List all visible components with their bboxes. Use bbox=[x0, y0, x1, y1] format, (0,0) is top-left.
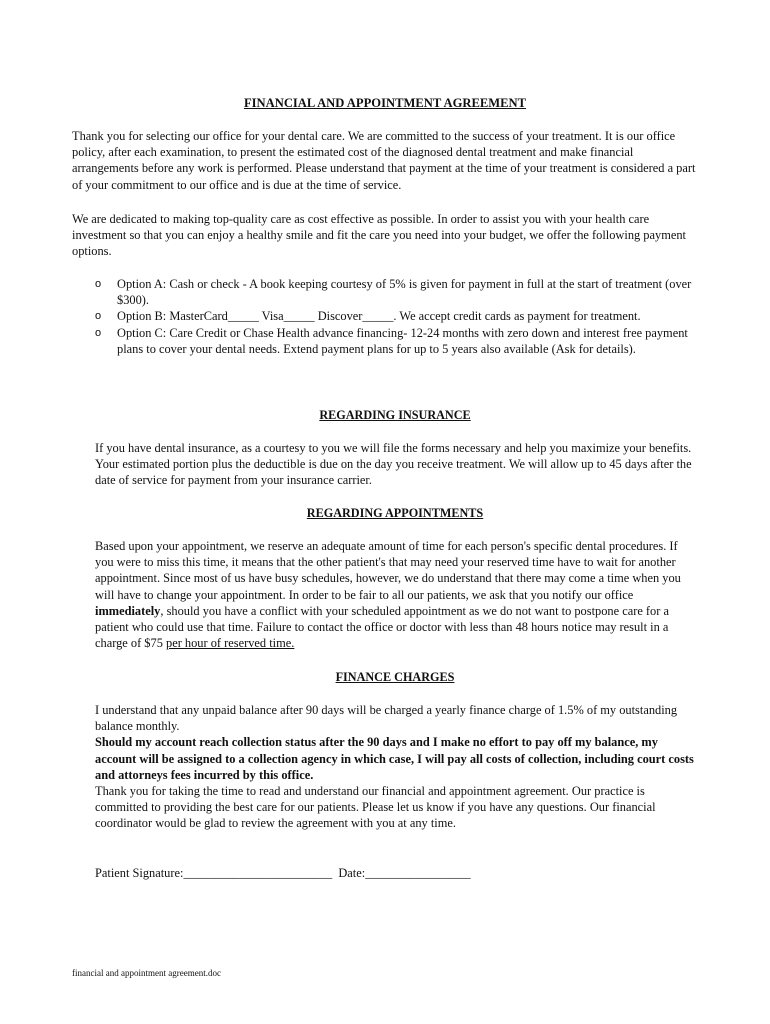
signature-line bbox=[95, 865, 471, 881]
appointments-paragraph bbox=[95, 538, 695, 651]
payment-option-b bbox=[92, 308, 692, 324]
payment-option-c bbox=[92, 325, 692, 357]
document-title: FINANCIAL AND APPOINTMENT AGREEMENT bbox=[243, 96, 527, 110]
insurance-heading: REGARDING INSURANCE bbox=[319, 408, 471, 422]
insurance-paragraph: If you have dental insurance, as a courtesy to you we will file the forms necessary and help you maximize your benefits. Your estimated portion plus the deductible is due on the day you receive treatment. We will allow up to 45 days after the date of service for payment from your insurance carrier. bbox=[95, 441, 692, 488]
payment-option-text: Option A: Cash or check - A book keeping courtesy of 5% is given for payment in full at the start of treatment (over $300). bbox=[117, 277, 692, 308]
patient-signature-field[interactable]: ________________________ bbox=[183, 866, 333, 880]
appointments-text-continued: , should you have a conflict with your scheduled appointment as we do not want to postpone care for a patient who could use that time. Failure to contact the office or doctor with less than 48 hours notice may result in a charge of $75 bbox=[95, 603, 669, 651]
collection-warning-paragraph: Should my account reach collection status after the 90 days and I make no effort to pay off my balance, my account will be assigned to a collection agency in which case, I will pay all costs of collection, including court costs and attorneys fees incurred by this office. bbox=[95, 735, 694, 782]
bullet-marker: o bbox=[95, 310, 102, 323]
date-field[interactable]: _________________ bbox=[365, 866, 471, 880]
date-label: Date: bbox=[338, 866, 366, 880]
finance-charge-paragraph: I understand that any unpaid balance after 90 days will be charged a yearly finance charge of 1.5% of my outstanding balance monthly. bbox=[95, 703, 678, 734]
bullet-marker: o bbox=[95, 278, 102, 290]
payment-option-text: Option C: Care Credit or Chase Health advance financing- 12-24 months with zero down and interest free payment plans to cover your dental needs. Extend payment plans for up to 5 years also available (Ask for details). bbox=[117, 325, 688, 356]
appointments-emphasis: immediately bbox=[95, 603, 161, 618]
intro-paragraph: Thank you for selecting our office for your dental care. We are committed to the success of your treatment. It is our office policy, after each examination, to present the estimated cost of the diagnosed dental treatment and make financial arrangements before any work is performed. Please understand that payment at the time of your treatment is considered a part of your commitment to our office and is due at the time of service. bbox=[72, 129, 696, 192]
finance-heading: FINANCE CHARGES bbox=[335, 670, 455, 684]
document-footer: financial and appointment agreement.doc bbox=[72, 968, 221, 978]
patient-signature-label: Patient Signature: bbox=[95, 866, 184, 880]
appointments-underlined-text: per hour of reserved time. bbox=[166, 636, 295, 651]
payment-option-text: Option B: MasterCard_____ Visa_____ Discover_____. We accept credit cards as payment for treatment. bbox=[117, 309, 641, 324]
finance-section bbox=[95, 702, 700, 832]
payment-intro-paragraph: We are dedicated to making top-quality care as cost effective as possible. In order to assist you with your health care investment so that you can enjoy a healthy smile and fit the care you need into your budget, we offer the following payment options. bbox=[72, 212, 686, 259]
payment-option-a bbox=[92, 276, 692, 308]
payment-options-list bbox=[92, 276, 692, 357]
appointments-text: Based upon your appointment, we reserve an adequate amount of time for each person's specific dental procedures. If you were to miss this time, it means that the other patient's that may need your reserved time have to wait for another appointment. Since most of us have busy schedules, however, we do understand that there may come a time when you will have to change your appointment. In order to be fair to all our patients, we ask that you notify our office bbox=[95, 539, 681, 602]
thank-you-paragraph: Thank you for taking the time to read and understand our financial and appointment agreement. Our practice is committed to providing the best care for our patients. Please let us know if you have any questions. Our financial coordinator would be glad to review the agreement with you at any time. bbox=[95, 784, 656, 831]
appointments-heading: REGARDING APPOINTMENTS bbox=[306, 506, 484, 520]
bullet-marker: o bbox=[95, 326, 102, 339]
